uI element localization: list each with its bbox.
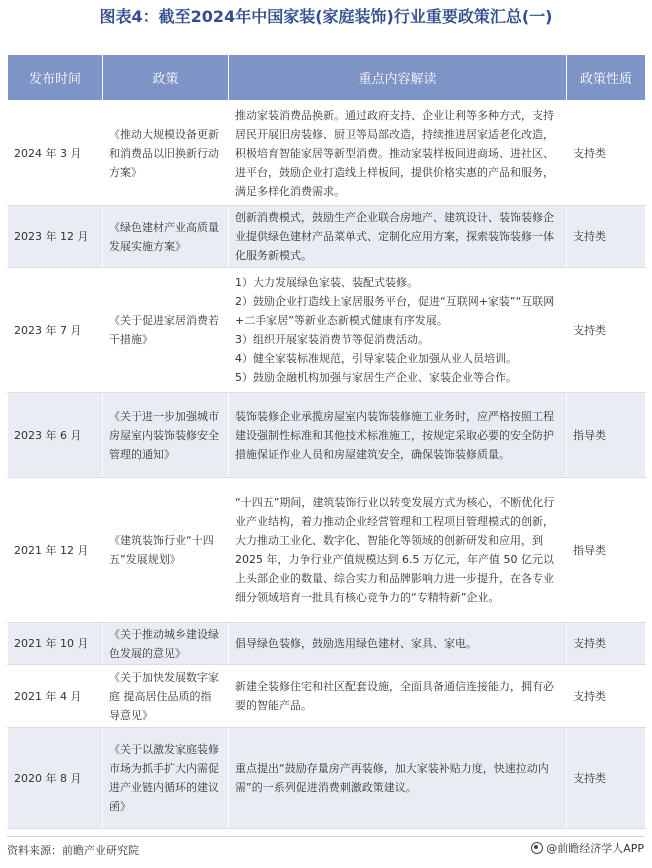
table-row xyxy=(8,206,646,268)
policy-content xyxy=(229,206,567,268)
table-row xyxy=(8,393,646,478)
table-row xyxy=(8,268,646,393)
table-row xyxy=(8,665,646,728)
table-row xyxy=(8,478,646,623)
policy-name: 《推动大规模设备更新和消费品以旧换新行动方案》 xyxy=(103,101,229,206)
source-note: 资料来源：前瞻产业研究院 xyxy=(7,844,139,857)
policy-content xyxy=(229,393,567,478)
table-row xyxy=(8,728,646,829)
policy-type: 支持类 xyxy=(567,268,646,393)
content-line: 推动家装消费品换新。通过政府支持、企业让利等多种方式，支持居民开展旧房装修、厨卫等局部改造，持续推进居家适老化改造，积极培育智能家居等新型消费。推动家装样板间进商场、进社区、进平台，鼓励企业打造线上样板间，提供价格实惠的产品和服务，满足多样化消费需求。 xyxy=(235,108,554,198)
policy-table xyxy=(7,54,646,829)
header-date: 发布时间 xyxy=(8,55,103,101)
policy-name: 《关于促进家居消费若干措施》 xyxy=(103,268,229,393)
policy-name: 《关于进一步加强城市房屋室内装饰装修安全管理的通知》 xyxy=(103,393,229,478)
policy-content xyxy=(229,623,567,665)
policy-date: 2021 年 4 月 xyxy=(8,665,103,728)
brand-logo-icon xyxy=(531,842,543,854)
policy-name: 《关于推动城乡建设绿色发展的意见》 xyxy=(103,623,229,665)
table-header-row xyxy=(8,55,646,101)
table-row xyxy=(8,623,646,665)
content-line: “十四五”期间，建筑装饰行业以转变发展方式为核心，不断优化行业产业结构，着力推动企业经营管理和工程项目管理模式的创新，大力推动工业化、数字化、智能化等领域的创新研发和应用，到 2025 年，力争行业产值规模达到 6.5 万亿元，年产值 50 亿元以上头部企业的数量、综合实力和品牌影响力进一步提升，在各专业细分领域培育一批具有核心竞争力的“专精特新”企业。 xyxy=(235,496,555,604)
policy-type: 支持类 xyxy=(567,728,646,829)
brand-credit-text: @前瞻经济学人APP xyxy=(546,842,644,855)
table-row xyxy=(8,101,646,206)
policy-date: 2023 年 12 月 xyxy=(8,206,103,268)
policy-name: 《关于加快发展数字家庭 提高居住品质的指导意见》 xyxy=(103,665,229,728)
policy-name: 《关于以激发家庭装修市场为抓手扩大内需促进产业链内循环的建议函》 xyxy=(103,728,229,829)
policy-date: 2021 年 10 月 xyxy=(8,623,103,665)
header-content: 重点内容解读 xyxy=(229,55,567,101)
policy-name: 《建筑装饰行业“十四五”发展规划》 xyxy=(103,478,229,623)
page-title: 图表4：截至2024年中国家装(家庭装饰)行业重要政策汇总(一) xyxy=(99,7,553,26)
policy-date: 2024 年 3 月 xyxy=(8,101,103,206)
policy-date: 2023 年 6 月 xyxy=(8,393,103,478)
content-line: 创新消费模式，鼓励生产企业联合房地产、建筑设计、装饰装修企业提供绿色建材产品菜单式、定制化应用方案，探索装饰装修一体化服务新模式。 xyxy=(235,211,554,262)
policy-content xyxy=(229,728,567,829)
policy-content xyxy=(229,268,567,393)
policy-content xyxy=(229,665,567,728)
header-policy: 政策 xyxy=(103,55,229,101)
policy-date: 2021 年 12 月 xyxy=(8,478,103,623)
policy-date: 2020 年 8 月 xyxy=(8,728,103,829)
policy-name: 《绿色建材产业高质量发展实施方案》 xyxy=(103,206,229,268)
policy-type: 支持类 xyxy=(567,206,646,268)
footer-divider xyxy=(7,836,645,837)
content-line: 5）鼓励金融机构加强与家居生产企业、家装企业等合作。 xyxy=(235,371,517,384)
header-type: 政策性质 xyxy=(567,55,646,101)
content-line: 装饰装修企业承揽房屋室内装饰装修施工业务时，应严格按照工程建设强制性标准和其他技术标准施工，按规定采取必要的安全防护措施保证作业人员和房屋建筑安全，确保装饰装修质量。 xyxy=(235,409,554,461)
content-line: 重点提出“鼓励存量房产再装修，加大家装补贴力度，快速拉动内需”的一系列促进消费刺激政策建议。 xyxy=(235,762,549,794)
content-line: 3）组织开展家装消费节等促消费活动。 xyxy=(235,333,429,346)
policy-content xyxy=(229,478,567,623)
policy-type: 支持类 xyxy=(567,623,646,665)
content-line: 4）健全家装标准规范，引导家装企业加强从业人员培训。 xyxy=(235,352,517,365)
policy-type: 指导类 xyxy=(567,393,646,478)
policy-type: 指导类 xyxy=(567,478,646,623)
content-line: 倡导绿色装修，鼓励选用绿色建材、家具、家电。 xyxy=(235,637,477,650)
policy-content xyxy=(229,101,567,206)
brand-credit xyxy=(531,840,644,856)
policy-date: 2023 年 7 月 xyxy=(8,268,103,393)
content-line: 2）鼓励企业打造线上家居服务平台，促进“互联网+家装”“互联网+二手家居”等新业态新模式健康有序发展。 xyxy=(235,295,555,327)
content-line: 新建全装修住宅和社区配套设施，全面具备通信连接能力，拥有必要的智能产品。 xyxy=(235,680,554,712)
content-line: 1）大力发展绿色家装、装配式装修。 xyxy=(235,276,418,289)
policy-type: 支持类 xyxy=(567,665,646,728)
policy-type: 支持类 xyxy=(567,101,646,206)
table-body xyxy=(8,101,646,829)
